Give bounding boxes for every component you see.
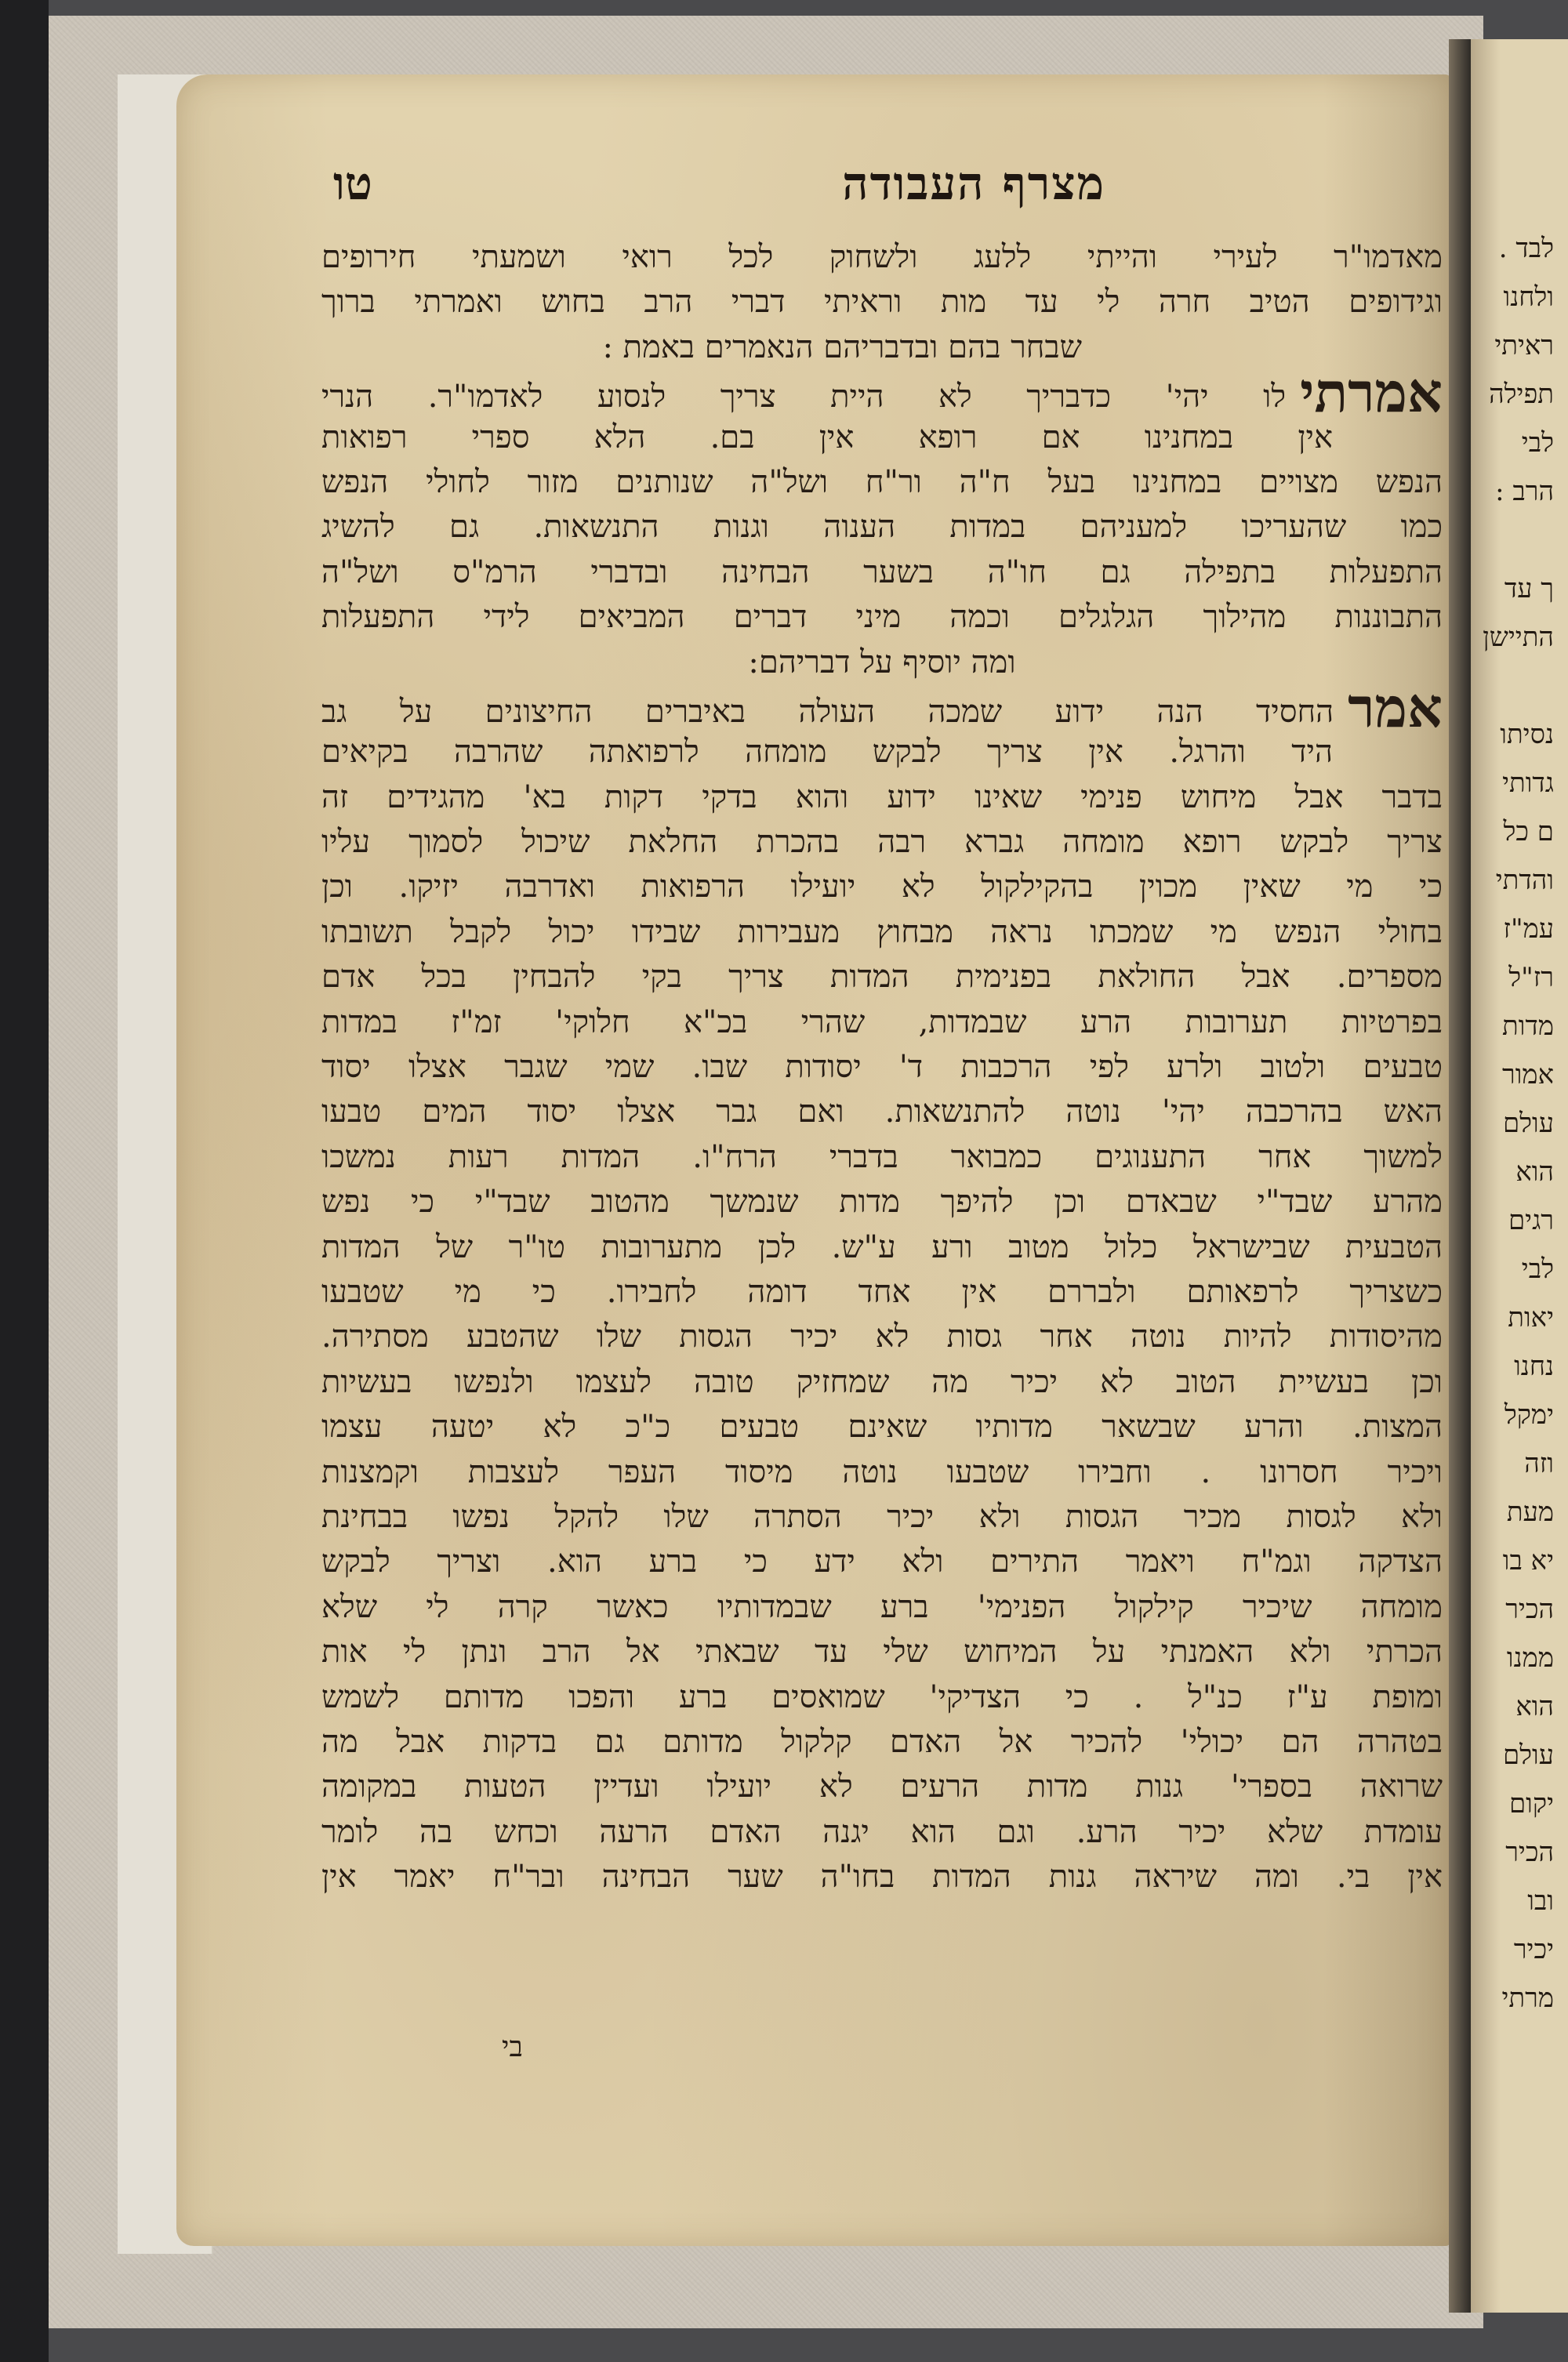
text-line: הצדקה וגמ"ח ויאמר התירים ולא ידע כי ברע הוא. וצריך לבקש: [321, 1544, 1443, 1580]
facing-page-line: מעת: [1506, 1497, 1554, 1528]
text-line: טבעים ולטוב ולרע לפי הרכבות ד' יסודות שבו. שמי שגבר אצלו יסוד: [321, 1049, 1443, 1086]
text-line: אין בי. ומה שיראה גנות המדות בחו"ה שער הבחינה ובר"ח יאמר אין: [321, 1859, 1443, 1896]
text-line: מאדמו"ר לעירי והייתי ללעג ולשחוק לכל רואי ושמעתי חירופים: [321, 239, 1443, 275]
text-line: הנפש מצויים במחנינו בעל ח"ה ור"ח ושל"ה שנותנים מזור לחולי הנפש: [321, 463, 1443, 500]
facing-page-line: ם כל: [1503, 816, 1554, 847]
facing-page-line: לבד .: [1498, 233, 1554, 264]
text-line: מומחה שיכיר קילקול הפנימי' ברע שבמדותיו כאשר קרה לי שלא: [321, 1588, 1443, 1625]
text-line: וגידופים הטיב חרה לי עד מות וראיתי דברי הרב בחוש ואמרתי ברוך: [321, 284, 1443, 321]
text-line: ומופת ע"ז כנ"ל . כי הצדיקי' שמואסים ברע והפכו מדותם לשמש: [321, 1678, 1443, 1715]
text-line: התבוננות מהילוך הגלגלים וכמה מיני דברים המביאים לידי התפעלות: [321, 599, 1443, 636]
text-line: צריך לבקש רופא מומחה גברא רבה בהכרת החלאת שיכול לסמוך עליו: [321, 824, 1443, 861]
text-line: היד והרגל. אין צריך לבקש מומחה לרפואתה שהרבה בקיאים: [321, 734, 1333, 771]
text-line: מספרים. אבל החולאת בפנימית המדות צריך בקי להבחין בכל אדם: [321, 959, 1443, 996]
facing-page-line: הכיר: [1505, 1594, 1554, 1625]
facing-page-line: ך עד: [1504, 573, 1554, 604]
text-line: הכרתי ולא האמנתי על המיחוש שלי עד שבאתי אל הרב ונתן לי אות: [321, 1634, 1443, 1671]
text-line: בטהרה הם יכולי' להכיר אל האדם קלקול מדותם גם בדקות אבל מה: [321, 1723, 1443, 1760]
facing-page-line: יא בו: [1502, 1545, 1554, 1576]
facing-page-line: ולחנו: [1503, 281, 1554, 313]
background-dark: [0, 0, 49, 2362]
facing-page-line: יאות: [1508, 1302, 1554, 1333]
opener-rest: החסיד הנה ידוע שמכה העולה באיברים החיצונים על גב: [321, 693, 1334, 730]
paragraph-opener-line: [321, 370, 1443, 415]
facing-page-line: והדתי: [1495, 865, 1554, 896]
catchword: בי: [502, 2031, 523, 2063]
gutter: [1449, 39, 1471, 2313]
facing-page-line: מדות: [1502, 1010, 1554, 1042]
facing-page-line: לבי: [1521, 1254, 1554, 1285]
running-head: מצרף העבודה: [842, 157, 1105, 210]
facing-page-line: ובו: [1527, 1885, 1554, 1917]
text-line: מהרע שבד"י שבאדם וכן להיפך מדות שנמשך מהטוב שבד"י כי נפש: [321, 1184, 1443, 1221]
text-line: שבחר בהם ובדבריהם הנאמרים באמת :: [602, 328, 1082, 365]
facing-page-line: אמור: [1502, 1059, 1554, 1090]
facing-page-line: נחנו: [1514, 1351, 1554, 1382]
text-line: האש בהרכבה יהי' נוטה להתנשאות. ואם גבר אצלו יסוד המים טבעו: [321, 1094, 1443, 1130]
facing-page-line: עולם: [1502, 1108, 1554, 1139]
facing-page-line: נסיתו: [1500, 719, 1554, 750]
opening-word: אמר: [1348, 684, 1443, 731]
facing-page-line: ימקל: [1504, 1399, 1554, 1431]
facing-page-line: הוא: [1515, 1691, 1554, 1722]
facing-page-line: הוא: [1515, 1156, 1554, 1188]
text-line: המצות. והרע שבשאר מדותיו שאינם טבעים כ"כ לא יטעה עצמו: [321, 1409, 1443, 1446]
text-line: הטבעית שבישראל כלול מטוב ורע ע"ש. לכן מתערובות טו"ר של המדות: [321, 1228, 1443, 1265]
text-line: עומדת שלא יכיר הרע. וגם הוא יגנה האדם הרעה וכחש בה לומר: [321, 1813, 1443, 1850]
text-line: וכן בעשיית הטוב לא יכיר מה שמחזיק טובה לעצמו ולנפשו בעשיות: [321, 1363, 1443, 1400]
facing-page-line: וזה: [1524, 1448, 1554, 1479]
body-text: [321, 235, 1443, 1899]
facing-page-line: לבי: [1521, 427, 1554, 459]
text-line: אין במחנינו אם רופא אין בם. הלא ספרי רפואות: [321, 419, 1333, 455]
facing-page-line: התיישן: [1483, 622, 1554, 653]
facing-page-line: תפילה: [1489, 379, 1554, 410]
facing-page-line: עולם: [1502, 1740, 1554, 1771]
text-line: כמו שהעריכו למעניהם במדות הענוה וגנות התנשאות. גם להשיג: [321, 509, 1443, 546]
text-line: בדבר אבל מיחוש פנימי שאינו ידוע והוא בדקי דקות בא' מהגידים זה: [321, 778, 1443, 815]
paragraph-opener-line: [321, 685, 1443, 730]
opening-word: אמרתי: [1300, 370, 1443, 415]
page-header: [314, 157, 1333, 212]
facing-page: [1471, 39, 1568, 2313]
facing-page-line: מרתי: [1501, 1983, 1554, 2014]
facing-page-line: רז"ל: [1508, 962, 1554, 993]
facing-page-line: יקום: [1508, 1788, 1554, 1820]
facing-page-line: יכיר: [1513, 1934, 1554, 1965]
text-line: ויכיר חסרונו . וחבירו שטבעו נוטה מיסוד העפר לעצבות וקמצנות: [321, 1453, 1443, 1490]
text-line: ולא לגסות מכיר הגסות ולא יכיר הסתרה שלו להקל נפשו בבחינת: [321, 1498, 1443, 1535]
facing-page-line: ממנו: [1506, 1642, 1554, 1674]
facing-page-line: הרב :: [1495, 476, 1554, 507]
facing-page-line: ראיתי: [1494, 330, 1554, 361]
text-line: מהיסודות להיות נוטה אחר גסות לא יכיר הגסות שלו שהטבע מסתירה.: [321, 1319, 1443, 1355]
facing-page-line: רגים: [1508, 1205, 1554, 1236]
folio-number: טו: [333, 157, 372, 210]
text-line: כשצריך לרפאותם ולבררם אין אחד דומה לחבירו. כי מי שטבעו: [321, 1273, 1443, 1310]
facing-page-line: גדותי: [1502, 767, 1554, 799]
facing-page-line: הכיר: [1505, 1837, 1554, 1868]
opener-rest: לו יהי' כדבריך לא היית צריך לנסוע לאדמו"ר. הנרי: [321, 379, 1287, 415]
text-line: שרואה בספרי' גנות מדות הרעים לא יועילו ועדיין הטעות במקומה: [321, 1769, 1443, 1805]
text-line: בפרטיות תערובות הרע שבמדות, שהרי בכ"א חלוקי' זמ"ז במדות: [321, 1003, 1443, 1040]
facing-page-line: עמ"ז: [1503, 913, 1554, 945]
text-line: כי מי שאין מכוין בהקילקול לא יועילו הרפואות ואדרבה יזיקו. וכן: [321, 869, 1443, 905]
text-line: ומה יוסיף על דבריהם:: [748, 644, 1016, 680]
text-line: התפעלות בתפילה גם חו"ה בשער הבחינה ובדברי הרמ"ס ושל"ה: [321, 553, 1443, 590]
text-line: בחולי הנפש מי שמכתו נראה מבחוץ מעבירות שבידו יכול לקבל תשובתו: [321, 913, 1443, 950]
text-line: למשוך אחר התענוגים כמבואר בדברי הרח"ו. המדות רעות נמשכו: [321, 1138, 1443, 1175]
